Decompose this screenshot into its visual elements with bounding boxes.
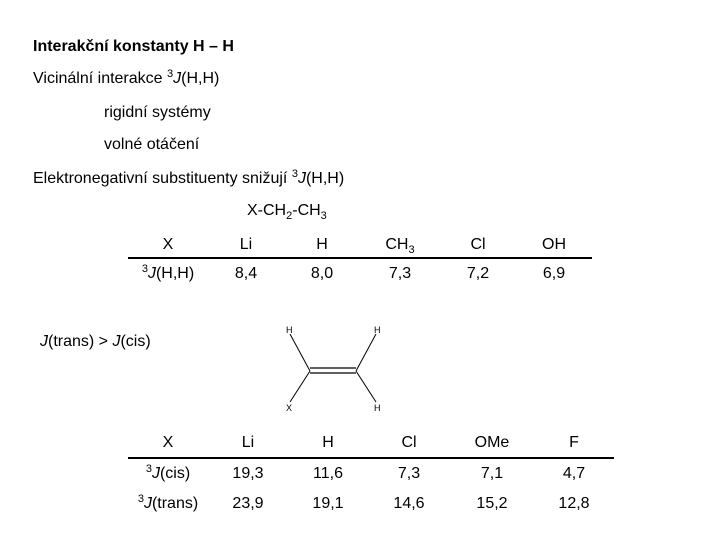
alkene-diagram xyxy=(270,320,390,416)
table-cell: 19,3 xyxy=(232,464,264,482)
cis-text: (cis) xyxy=(120,333,151,350)
table-cell: 11,6 xyxy=(313,464,343,482)
table-header-row xyxy=(128,428,614,458)
table-cell: 19,1 xyxy=(312,495,344,512)
coupling-table-1 xyxy=(128,232,592,288)
formula-a: X-CH xyxy=(247,202,287,219)
table-cell: 8,4 xyxy=(234,264,258,282)
bond-bottom-left xyxy=(290,371,310,402)
table-cell: 7,3 xyxy=(397,464,421,482)
row-label-sup: 3 xyxy=(137,493,144,505)
row-label-suffix: (trans) xyxy=(151,495,199,512)
electroneg-line xyxy=(33,170,344,188)
formula-b: -CH xyxy=(292,202,321,219)
header-cell: H xyxy=(316,235,328,253)
row-label xyxy=(128,458,208,488)
vicinal-suffix: (H,H) xyxy=(181,70,220,87)
header-cell: OMe xyxy=(474,433,510,451)
bond-bottom-right xyxy=(356,371,376,402)
electroneg-sup: 3 xyxy=(291,168,298,180)
row-label xyxy=(128,258,208,288)
electroneg-j: J xyxy=(297,170,306,187)
row-label-suffix: (cis) xyxy=(159,464,191,482)
row-label-suffix: (H,H) xyxy=(155,264,195,282)
atom-h-bottom-right: H xyxy=(374,403,381,413)
header-ch-sub: 3 xyxy=(408,243,415,256)
trans-text: (trans) > xyxy=(48,333,113,350)
table-row xyxy=(128,258,592,288)
header-cell xyxy=(360,232,440,258)
bullet-rigid: rigidní systémy xyxy=(104,104,211,121)
bond-top-right xyxy=(356,334,376,371)
header-cell: H xyxy=(322,433,334,451)
coupling-table-2 xyxy=(128,428,614,520)
table-row xyxy=(128,488,614,520)
formula xyxy=(247,202,327,220)
table-cell: 7,2 xyxy=(466,264,490,282)
table-row xyxy=(128,458,614,488)
header-x: X xyxy=(162,235,174,253)
vicinal-j: J xyxy=(173,70,182,87)
trans-cis-line xyxy=(40,333,151,351)
header-cell: F xyxy=(569,433,579,451)
atom-h-top-right: H xyxy=(374,325,381,335)
table-cell: 7,3 xyxy=(388,264,412,282)
table-cell: 23,9 xyxy=(232,495,264,512)
header-cell: Cl xyxy=(401,433,417,451)
vicinal-line xyxy=(33,70,219,88)
vicinal-prefix: Vicinální interakce xyxy=(33,70,167,87)
table-cell: 7,1 xyxy=(480,464,504,482)
row-label-j: J xyxy=(151,464,160,482)
table-cell: 6,9 xyxy=(542,264,566,282)
bullet-rotation: volné otáčení xyxy=(104,136,200,153)
row-label-j: J xyxy=(143,495,152,512)
row-label-sup: 3 xyxy=(141,262,148,275)
table-cell: 14,6 xyxy=(393,495,425,512)
table-cell: 12,8 xyxy=(558,495,590,512)
row-label xyxy=(128,488,208,520)
formula-sub: 2 xyxy=(286,210,293,222)
electroneg-prefix: Elektronegativní substituenty snižují xyxy=(33,170,292,187)
cis-j: J xyxy=(112,333,121,350)
header-x: X xyxy=(162,433,174,451)
header-cell: Li xyxy=(241,433,255,451)
row-label-j: J xyxy=(147,264,156,282)
formula-sub2: 3 xyxy=(320,210,327,222)
table-header-row xyxy=(128,232,592,258)
trans-j: J xyxy=(40,333,48,350)
table-cell: 8,0 xyxy=(310,264,334,282)
header-cell: OH xyxy=(542,235,566,253)
row-label-sup: 3 xyxy=(145,462,152,475)
header-cell: Cl xyxy=(470,235,486,253)
page-title: Interakční konstanty H – H xyxy=(33,38,234,55)
header-cell: Li xyxy=(239,235,253,253)
vicinal-sup: 3 xyxy=(167,68,174,80)
bond-top-left xyxy=(290,334,310,371)
atom-x-bottom-left: X xyxy=(286,403,293,413)
electroneg-suffix: (H,H) xyxy=(305,170,345,187)
header-ch-label: CH xyxy=(385,235,409,253)
table-cell: 4,7 xyxy=(562,464,586,482)
atom-h-top-left: H xyxy=(286,325,293,335)
table-cell: 15,2 xyxy=(476,495,508,512)
